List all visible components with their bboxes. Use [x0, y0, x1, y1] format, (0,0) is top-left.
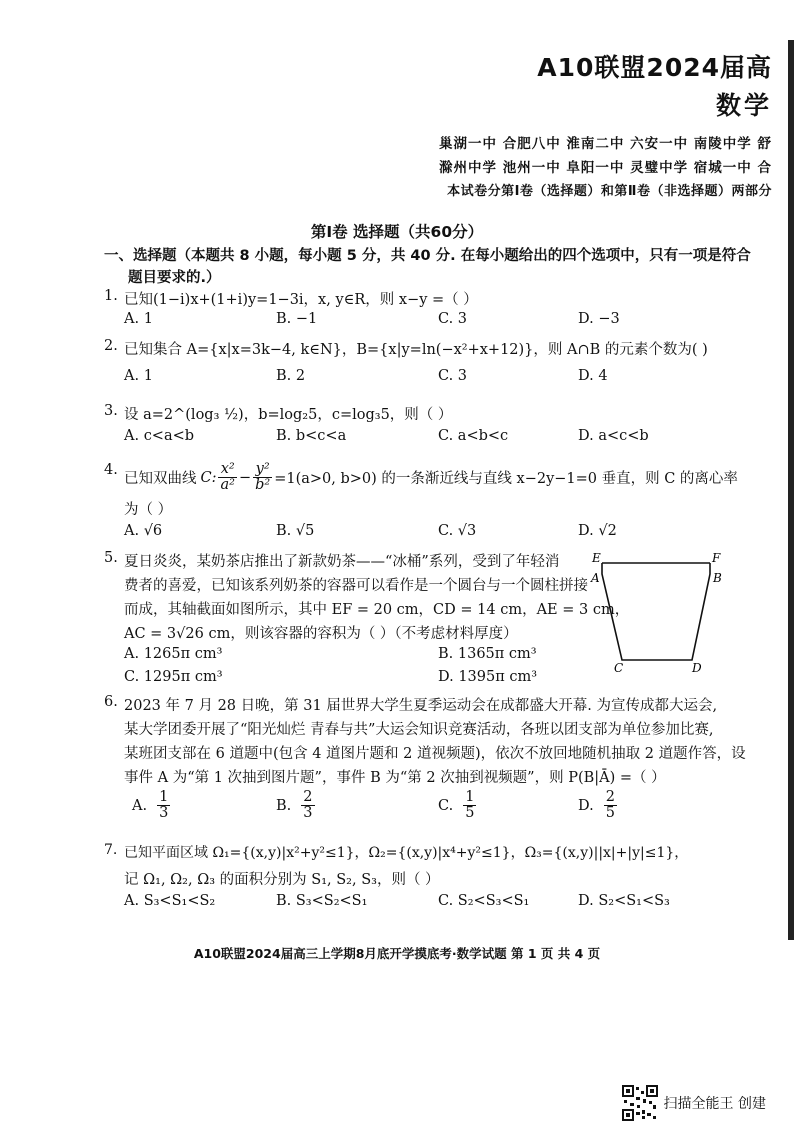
q2-number: 2. [104, 338, 118, 354]
figure-label-b: B [713, 571, 722, 585]
q1-option-b: B. −1 [276, 311, 318, 327]
q5-option-b: B. 1365π cm³ [438, 646, 537, 662]
q4-frac-y: $\frac{\text{y²}}{\text{b²}}$ [255, 461, 271, 494]
figure-label-d: D [692, 661, 702, 675]
q6-option-a: A. $\frac{1}{3}$ [132, 789, 169, 822]
scanner-watermark-text: 扫描全能王 创建 [663, 1096, 766, 1112]
q5-option-d: D. 1395π cm³ [438, 669, 538, 685]
q4-text-row: 已知双曲线 C: $\frac{\text{x²}}{\text{a²}}$ − $\frac{\text{y²}}{\text{b²}}$ =1(a>0, b>0) 的一条渐近线与直线 x−2y−1=0 垂直，则 C 的离心率 [124, 461, 738, 494]
q1-option-c: C. 3 [438, 311, 468, 327]
q1-number: 1. [104, 288, 118, 304]
q7-option-c: C. S₂<S₃<S₁ [438, 893, 530, 909]
q7-option-d: D. S₂<S₁<S₃ [578, 893, 670, 909]
q2-option-a: A. 1 [124, 368, 153, 384]
qr-code-icon [622, 1085, 658, 1121]
section-intro-1: 一、选择题（本题共 8 小题，每小题 5 分，共 40 分. 在每小题给出的四个选项中，只有一项是符合 [104, 248, 751, 264]
q3-option-c: C. a<b<c [438, 428, 509, 444]
q7-option-b: B. S₃<S₂<S₁ [276, 893, 368, 909]
q1-option-d: D. −3 [578, 311, 620, 327]
q5-line1: 夏日炎炎，某奶茶店推出了新款奶茶——“冰桶”系列，受到了年轻消 [124, 554, 560, 570]
q2-text: 已知集合 A={x|x=3k−4, k∈N}，B={x|y=ln(−x²+x+12)}，则 A∩B 的元素个数为( ) [124, 342, 708, 358]
q7-number: 7. [104, 842, 118, 858]
q4-text-line2: 为（ ） [124, 502, 173, 518]
exam-subject: 数学 [715, 91, 772, 120]
q3-option-d: D. a<c<b [578, 428, 649, 444]
q5-line2: 费者的喜爱，已知该系列奶茶的容器可以看作是一个圆台与一个圆柱拼接 [124, 578, 588, 594]
q6-line1: 2023 年 7 月 28 日晚，第 31 届世界大学生夏季运动会在成都盛大开幕. 为宣传成都大运会, [124, 698, 718, 714]
figure-label-c: C [614, 661, 624, 675]
q1-option-a: A. 1 [124, 311, 153, 327]
section-intro-2: 题目要求的.） [128, 270, 221, 286]
q4-text-pre: 已知双曲线 [124, 471, 197, 488]
q4-text-post: =1(a>0, b>0) 的一条渐近线与直线 x−2y−1=0 垂直，则 C 的离心率 [274, 471, 738, 488]
section-title: 第Ⅰ卷 选择题（共60分） [310, 223, 484, 241]
q5-option-c: C. 1295π cm³ [124, 669, 223, 685]
q4-option-b: B. √5 [276, 523, 315, 539]
q2-option-c: C. 3 [438, 368, 468, 384]
q6-number: 6. [104, 694, 118, 710]
schools-line-1: 巢湖一中 合肥八中 淮南二中 六安一中 南陵中学 舒 [439, 136, 772, 152]
schools-line-2: 滁州中学 池州一中 阜阳一中 灵璧中学 宿城一中 合 [439, 160, 772, 176]
q5-option-a: A. 1265π cm³ [124, 646, 223, 662]
q6-line4: 事件 A 为“第 1 次抽到图片题”，事件 B 为“第 2 次抽到视频题”，则 P(B|Ā) =（ ） [124, 770, 666, 786]
exam-note: 本试卷分第Ⅰ卷（选择题）和第Ⅱ卷（非选择题）两部分 [447, 184, 772, 199]
q5-line4: AC = 3√26 cm，则该容器的容积为（ ）（不考虑材料厚度） [124, 626, 518, 642]
q3-option-b: B. b<c<a [276, 428, 347, 444]
q1-text: 已知(1−i)x+(1+i)y=1−3i，x, y∈R，则 x−y =（ ） [124, 292, 478, 308]
q6-option-d: D. $\frac{2}{5}$ [578, 789, 615, 822]
q5-line3: 而成，其轴截面如图所示，其中 EF = 20 cm，CD = 14 cm，AE = 3 cm， [124, 602, 630, 618]
figure-label-f: F [712, 551, 721, 565]
q4-number: 4. [104, 462, 118, 478]
page-edge-shadow [788, 40, 794, 940]
q3-text: 设 a=2^(log₃ ½)，b=log₂5，c=log₃5，则（ ） [124, 407, 453, 423]
figure-label-e: E [592, 551, 601, 565]
q6-line3: 某班团支部在 6 道题中(包含 4 道图片题和 2 道视频题)，依次不放回地随机抽取 2 道题作答，设 [124, 746, 746, 762]
figure-outline [602, 563, 710, 660]
q2-option-d: D. 4 [578, 368, 608, 384]
page-footer: A10联盟2024届高三上学期8月底开学摸底考·数学试题 第 1 页 共 4 页 [193, 946, 601, 961]
q5-number: 5. [104, 550, 118, 566]
q4-option-d: D. √2 [578, 523, 617, 539]
scanner-watermark [622, 1085, 766, 1121]
q2-option-b: B. 2 [276, 368, 306, 384]
q4-option-c: C. √3 [438, 523, 477, 539]
q6-option-b: B. $\frac{2}{3}$ [276, 789, 313, 822]
q7-line1: 已知平面区域 Ω₁={(x,y)|x²+y²≤1}，Ω₂={(x,y)|x⁴+y²≤1}，Ω₃={(x,y)||x|+|y|≤1}， [124, 845, 689, 861]
q6-option-c: C. $\frac{1}{5}$ [438, 789, 475, 822]
q7-line2: 记 Ω₁, Ω₂, Ω₃ 的面积分别为 S₁, S₂, S₃，则（ ） [124, 872, 440, 888]
q3-option-a: A. c<a<b [124, 428, 195, 444]
exam-title: A10联盟2024届高 [537, 53, 772, 82]
q4-option-a: A. √6 [124, 523, 163, 539]
figure-label-a: A [591, 571, 600, 585]
q6-line2: 某大学团委开展了“阳光灿烂 青春与共”大运会知识竞赛活动，各班以团支部为单位参加比赛, [124, 722, 714, 738]
q4-frac-x: $\frac{\text{x²}}{\text{a²}}$ [220, 461, 235, 494]
q7-option-a: A. S₃<S₁<S₂ [124, 893, 216, 909]
q3-number: 3. [104, 403, 118, 419]
q5-container-cross-section-figure [588, 548, 728, 676]
